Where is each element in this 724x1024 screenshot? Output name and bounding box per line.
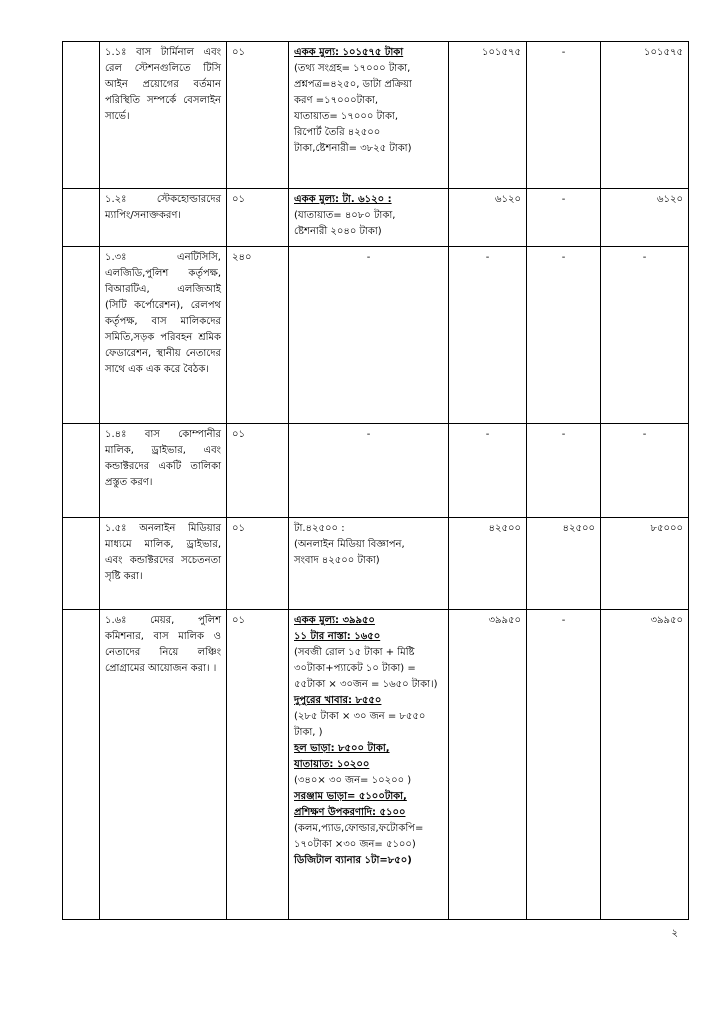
cost-line: (৩৪০× ৩০ জন= ১০২০০ )	[294, 775, 412, 786]
empty-cell	[63, 247, 100, 424]
cost-line: একক মুল্য: টা. ৬১২০ :	[294, 194, 392, 205]
table-row	[63, 518, 689, 610]
amount-cell: -	[527, 42, 601, 189]
total-cell: ১০১৫৭৫	[601, 42, 689, 189]
cost-line: ডিজিটাল ব্যানার ১টা=৮৫০)	[294, 855, 412, 866]
cost-line: যাতায়াত: ১০২০০	[294, 759, 370, 770]
cost-line: (যাতায়াত= ৪০৮০ টাকা,	[294, 210, 396, 221]
activity-description: ১.১ঃ বাস টার্মিনাল এবং রেল স্টেশনগুলিতে টিসি আইন প্রয়োগের বর্তমান পরিস্থিতি সম্পর্কে বেসলাইন সার্ভে।	[100, 42, 227, 189]
cost-line: (তথ্য সংগ্রহ= ১৭০০০ টাকা,	[294, 63, 411, 74]
activity-description: ১.৪ঃ বাস কোম্পানীর মালিক, ড্রাইভার, এবং কন্ডাক্টরদের একটি তালিকা প্রস্তুত করণ।	[100, 424, 227, 518]
amount-cell: -	[527, 610, 601, 920]
cost-breakdown	[289, 518, 449, 610]
quantity-cell: ০১	[227, 610, 289, 920]
amount-cell: -	[527, 189, 601, 247]
empty-cell	[63, 610, 100, 920]
budget-table	[62, 41, 689, 920]
amount-cell: -	[449, 247, 527, 424]
total-cell: -	[601, 424, 689, 518]
activity-description: ১.৫ঃ অনলাইন মিডিয়ার মাধ্যমে মালিক, ড্রাইভার, এবং কন্ডাক্টরদের সচেতনতা সৃষ্টি করা।	[100, 518, 227, 610]
table-row	[63, 42, 689, 189]
total-cell: ৩৯৯৫০	[601, 610, 689, 920]
cost-line: হল ভাড়া: ৮৫০০ টাকা,	[294, 743, 390, 754]
cost-line: ১১ টার নাস্তা: ১৬৫০	[294, 631, 381, 642]
cost-line: (সবজী রোল ১৫ টাকা + মিষ্টি ৩০টাকা+প্যাকেট ১০ টাকা) = ৫৫টাকা × ৩০জন = ১৬৫০ টাকা।)	[294, 647, 438, 690]
cost-line: (অনলাইন মিডিয়া বিজ্ঞাপন,	[294, 539, 405, 550]
total-cell: ৬১২০	[601, 189, 689, 247]
cost-line: সংবাদ ৪২৫০০ টাকা)	[294, 555, 380, 566]
amount-cell: ৪২৫০০	[527, 518, 601, 610]
total-cell: -	[601, 247, 689, 424]
empty-cell	[63, 424, 100, 518]
cost-line: করণ =১৭০০০টাকা,	[294, 95, 379, 106]
cost-breakdown	[289, 42, 449, 189]
page-number: ২	[671, 928, 678, 939]
activity-description: ১.৬ঃ মেয়র, পুলিশ কমিশনার, বাস মালিক ও নেতাদের নিয়ে লঞ্চিং প্রোগ্রামের আয়োজন করা। ।	[100, 610, 227, 920]
cost-line: রিপোর্ট তৈরি ৪২৫০০	[294, 127, 381, 138]
cost-line: টা.৪২৫০০ :	[294, 523, 345, 534]
amount-cell: ৪২৫০০	[449, 518, 527, 610]
cost-breakdown	[289, 247, 449, 424]
activity-description: ১.৩ঃ এনটিসিসি, এলজিডি,পুলিশ কর্তৃপক্ষ, বিআরটিএ, এলজিআই (সিটি কর্পোরেশন), রেলপথ কর্তৃপক্ষ, বাস মালিকদের সমিতি,সড়ক পরিবহন শ্রমিক ফেডারেশন, স্থানীয় নেতাদের সাথে এক এক করে বৈঠক।	[100, 247, 227, 424]
empty-cell	[63, 189, 100, 247]
cost-line: একক মুল্য: ৩৯৯৫০	[294, 615, 375, 626]
cost-line: ষ্টেশনারী ২০৪০ টাকা)	[294, 226, 382, 237]
empty-cell	[63, 518, 100, 610]
amount-cell: -	[527, 424, 601, 518]
amount-cell: -	[527, 247, 601, 424]
table-row	[63, 189, 689, 247]
empty-cell	[63, 42, 100, 189]
cost-line: প্রশ্নপত্র=৪২৫০, ডাটা প্রক্রিয়া	[294, 79, 412, 90]
total-cell: ৮৫০০০	[601, 518, 689, 610]
quantity-cell: ২৪০	[227, 247, 289, 424]
cost-line: (২৮৫ টাকা × ৩০ জন = ৮৫৫০ টাকা, )	[294, 711, 426, 738]
table-row	[63, 247, 689, 424]
amount-cell: -	[449, 424, 527, 518]
cost-breakdown	[289, 189, 449, 247]
amount-cell: ৩৯৯৫০	[449, 610, 527, 920]
quantity-cell: ০১	[227, 518, 289, 610]
amount-cell: ১০১৫৭৫	[449, 42, 527, 189]
amount-cell: ৬১২০	[449, 189, 527, 247]
quantity-cell: ০১	[227, 189, 289, 247]
table-row	[63, 610, 689, 920]
cost-breakdown	[289, 424, 449, 518]
activity-description: ১.২ঃ স্টেকহোল্ডারদের ম্যাপিং/সনাক্তকরণ।	[100, 189, 227, 247]
cost-line: যাতায়াত= ১৭০০০ টাকা,	[294, 111, 399, 122]
cost-line: টাকা,ষ্টেশনারী= ৩৮২৫ টাকা)	[294, 143, 412, 154]
cost-line: সরঞ্জাম ভাড়া= ৫১০০টাকা,	[294, 791, 407, 802]
cost-line: (কলম,প্যাড,ফোল্ডার,ফটোকপি= ১৭০টাকা ×৩০ জন= ৫১০০)	[294, 823, 424, 850]
table-row	[63, 424, 689, 518]
cost-breakdown	[289, 610, 449, 920]
quantity-cell: ০১	[227, 42, 289, 189]
cost-line: একক মুল্য: ১০১৫৭৫ টাকা	[294, 47, 404, 58]
cost-line: দুপুরের খাবার: ৮৫৫০	[294, 695, 382, 706]
cost-line: প্রশিক্ষণ উপকরণাদি: ৫১০০	[294, 807, 406, 818]
cost-line: -	[366, 429, 371, 440]
quantity-cell: ০১	[227, 424, 289, 518]
cost-line: -	[366, 252, 371, 263]
